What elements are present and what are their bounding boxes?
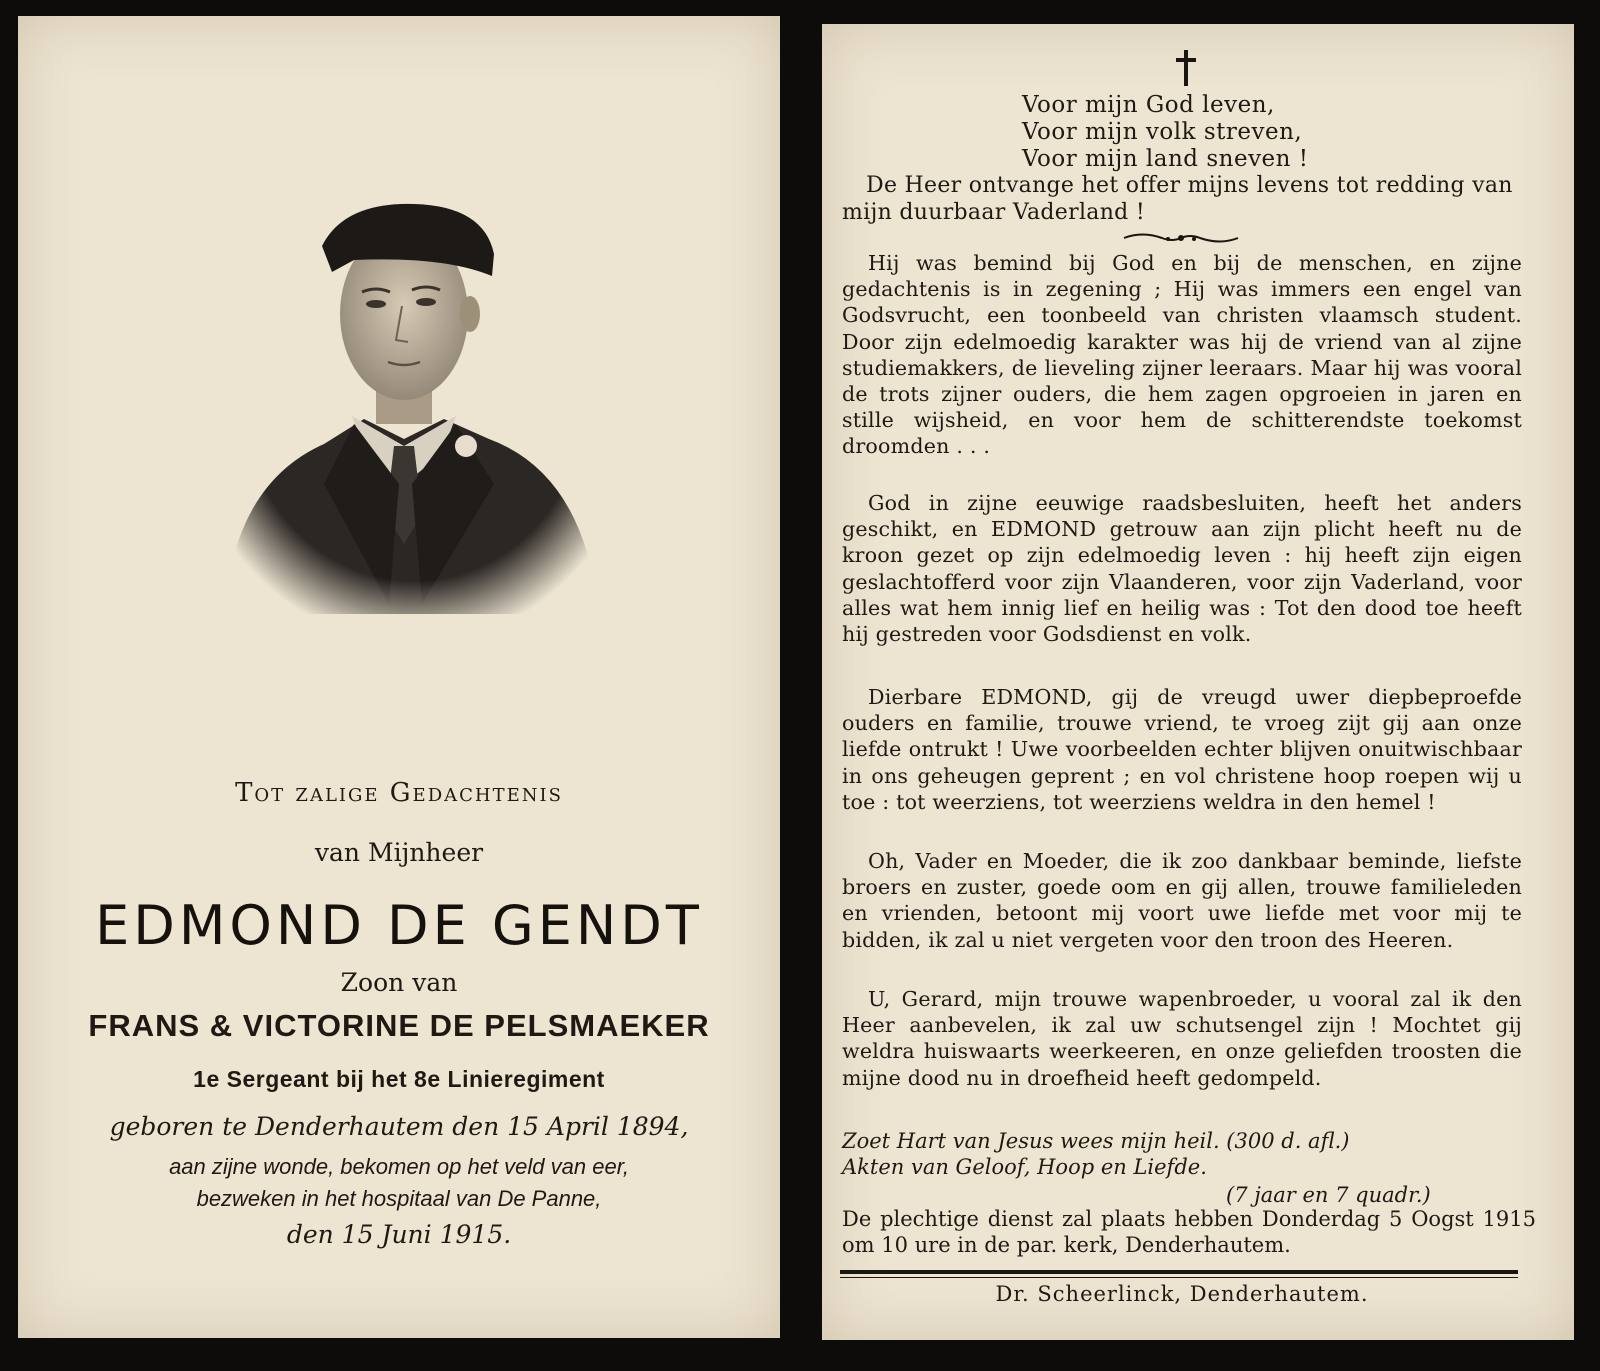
memorial-heading: Tot zalige Gedachtenis	[235, 778, 563, 808]
military-rank: 1e Sergeant bij het 8e Linieregiment	[193, 1066, 605, 1092]
indulgence-note: (7 jaar en 7 quadr.)	[1226, 1183, 1431, 1207]
prayer-line-1: Zoet Hart van Jesus wees mijn heil. (300 d. afl.)	[842, 1129, 1350, 1153]
divider-rule-thick	[840, 1270, 1518, 1274]
ornament-divider-icon	[1122, 229, 1240, 247]
paragraph-4: Oh, Vader en Moeder, die ik zoo dankbaar beminde, liefste broers en zuster, goede oom en gij allen, trouwe familieleden en vrienden, betoont mij voort uwe liefde met voor mij te bidden, ik zal u niet vergeten voor den troon des Heeren.	[842, 849, 1522, 952]
poem-line-3: Voor mijn land sneven !	[1022, 146, 1309, 172]
poem-line-1: Voor mijn God leven,	[1022, 92, 1275, 118]
poem-line-2: Voor mijn volk streven,	[1022, 119, 1303, 145]
printer-credit: Dr. Scheerlinck, Denderhautem.	[995, 1282, 1369, 1306]
death-date: den 15 Juni 1915.	[286, 1220, 512, 1249]
deceased-name: EDMOND DE GENDT	[95, 894, 703, 957]
portrait-photo	[204, 184, 624, 644]
memorial-card-back	[822, 24, 1574, 1340]
portrait-icon	[204, 184, 624, 644]
memorial-card-front	[18, 16, 780, 1338]
divider-rule-thin	[840, 1277, 1518, 1278]
prayer-line-2: Akten van Geloof, Hoop en Liefde.	[842, 1155, 1207, 1179]
wound-line-2: bezweken in het hospitaal van De Panne,	[196, 1186, 602, 1211]
latin-cross-icon	[1174, 50, 1198, 86]
service-announcement: De plechtige dienst zal plaats hebben Donderdag 5 Oogst 1915 om 10 ure in de par. kerk, Denderhautem.	[842, 1207, 1536, 1257]
van-mijnheer-text: van Mijnheer	[314, 838, 484, 867]
wound-line-1: aan zijne wonde, bekomen op het veld van eer,	[169, 1154, 629, 1179]
zoon-van-text: Zoon van	[340, 968, 458, 997]
paragraph-2: God in zijne eeuwige raadsbesluiten, heeft het anders geschikt, en EDMOND getrouw aan zijn plicht heeft nu de kroon gezet op zijn edelmoedig leven : hij heeft zijn eigen geslachtofferd voor zijn Vlaanderen, voor zijn Vaderland, voor alles wat hem innig lief en heilig was : Tot den dood toe heeft hij gestreden voor Godsdienst en volk.	[842, 491, 1522, 647]
parents-names: FRANS & VICTORINE DE PELSMAEKER	[88, 1008, 710, 1043]
paragraph-5: U, Gerard, mijn trouwe wapenbroeder, u vooral zal ik den Heer aanbevelen, ik zal uw schutsengel zijn ! Mochtet gij weldra huiswaarts weerkeeren, en onze geliefden troosten die mijne dood nu in droefheid heeft gedompeld.	[842, 987, 1522, 1090]
poem-closing: De Heer ontvange het offer mijns levens tot redding van mijn duurbaar Vaderland !	[842, 173, 1513, 225]
paragraph-1: Hij was bemind bij God en bij de menschen, en zijne gedachtenis is in zegening ; Hij was immers een engel van Godsvrucht, een toonbeeld van christen vlaamsch student. Door zijn edelmoedig karakter was hij de vriend van al zijne studiemakkers, de lieveling zijner leeraars. Maar hij was vooral de trots zijner ouders, die hem zagen opgroeien in jaren en stille wijsheid, en voor hem de schitterendste toekomst droomden . . .	[842, 251, 1522, 459]
birth-line: geboren te Denderhautem den 15 April 1894,	[109, 1112, 689, 1141]
paragraph-3: Dierbare EDMOND, gij de vreugd uwer diepbeproefde ouders en familie, trouwe vriend, te vroeg zijt gij aan onze liefde ontrukt ! Uwe voorbeelden echter blijven onuitwischbaar in ons geheugen geprent ; en vol christene hoop roepen wij u toe : tot weerziens, tot weerziens weldra in den hemel !	[842, 685, 1522, 814]
